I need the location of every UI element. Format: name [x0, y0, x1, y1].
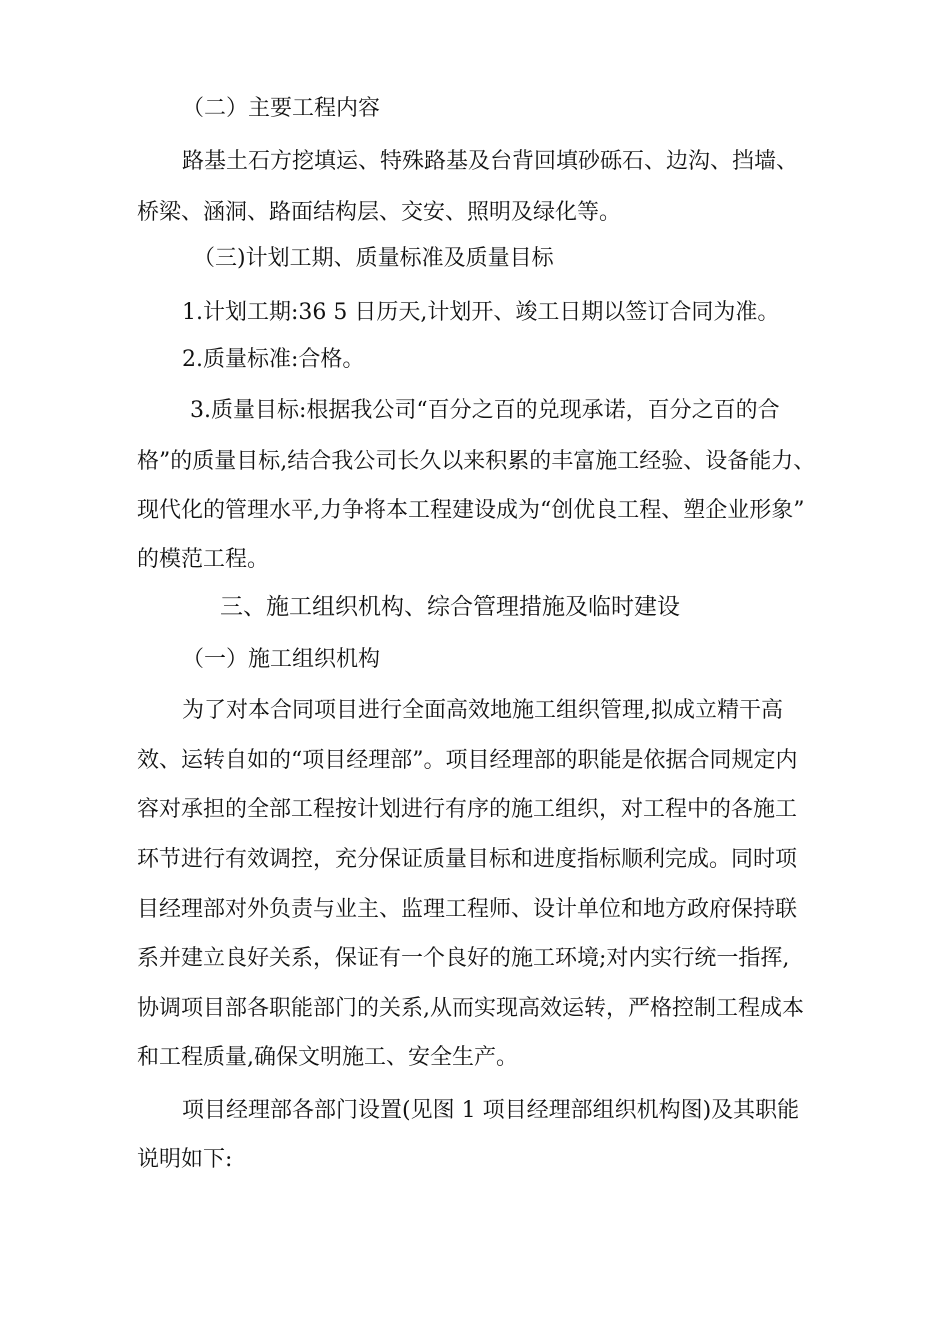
paragraph-line: 说明如下:: [137, 1147, 233, 1172]
scope-text-line: 路基土石方挖填运、特殊路基及台背回填砂砾石、边沟、挡墙、: [182, 149, 799, 174]
quality-target-line: 格”的质量目标,结合我公司长久以来积累的丰富施工经验、设备能力、: [137, 449, 816, 474]
section-heading-main-works: （二）主要工程内容: [182, 96, 381, 121]
paragraph-line: 目经理部对外负责与业主、监理工程师、设计单位和地方政府保持联: [137, 897, 798, 922]
quality-target-line: 现代化的管理水平,力争将本工程建设成为“创优良工程、塑企业形象”: [137, 498, 805, 523]
schedule-item: 1.计划工期:36 5 日历天,计划开、竣工日期以签订合同为准。: [182, 300, 780, 325]
section-heading-schedule-quality: （三)计划工期、质量标准及质量目标: [193, 246, 554, 271]
quality-target-line: 的模范工程。: [137, 547, 270, 572]
paragraph-line: 系并建立良好关系，保证有一个良好的施工环境;对内实行统一指挥,: [137, 946, 790, 971]
scope-text-line: 桥梁、涵洞、路面结构层、交安、照明及绿化等。: [137, 200, 622, 225]
quality-standard-item: 2.质量标准:合格。: [182, 347, 365, 372]
paragraph-line: 协调项目部各职能部门的关系,从而实现高效运转，严格控制工程成本: [137, 996, 804, 1021]
paragraph-line: 为了对本合同项目进行全面高效地施工组织管理,拟成立精干高: [182, 698, 783, 723]
chapter-heading-organization: 三、施工组织机构、综合管理措施及临时建设: [220, 594, 680, 620]
paragraph-line: 环节进行有效调控，充分保证质量目标和进度指标顺利完成。同时项: [137, 847, 798, 872]
quality-target-line: 3.质量目标:根据我公司“百分之百的兑现承诺，百分之百的合: [190, 398, 780, 423]
paragraph-line: 效、运转自如的“项目经理部”。项目经理部的职能是依据合同规定内: [137, 748, 798, 773]
section-heading-organization: （一）施工组织机构: [182, 647, 381, 672]
paragraph-line: 和工程质量,确保文明施工、安全生产。: [137, 1045, 518, 1070]
paragraph-line: 容对承担的全部工程按计划进行有序的施工组织，对工程中的各施工: [137, 797, 798, 822]
paragraph-line: 项目经理部各部门设置(见图 1 项目经理部组织机构图)及其职能: [182, 1098, 800, 1123]
